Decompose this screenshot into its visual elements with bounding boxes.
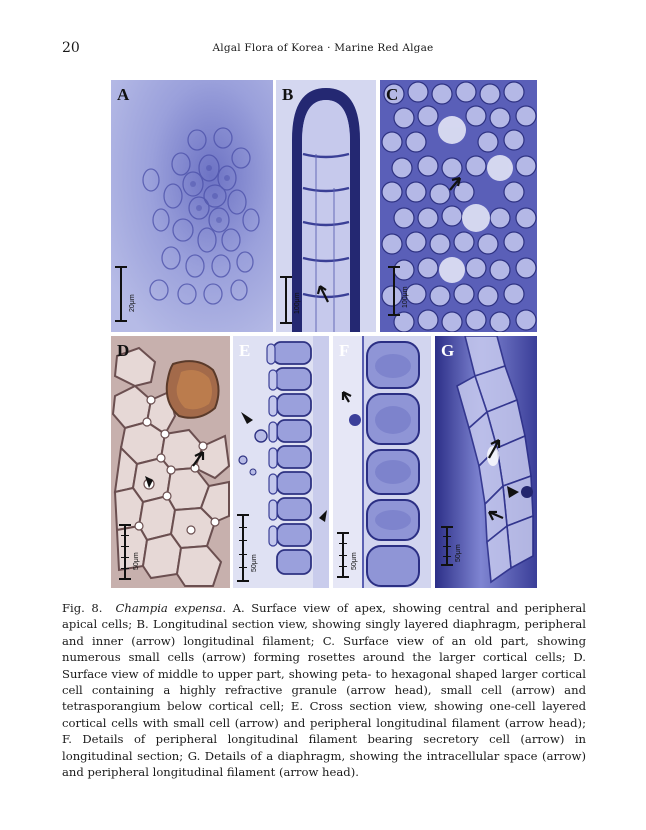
- scale-bar-g: [439, 526, 455, 566]
- figure-panel-g: [435, 336, 537, 588]
- running-head: Algal Flora of Korea · Marine Red Algae: [212, 42, 434, 54]
- scale-text-e: 50μm: [251, 554, 258, 572]
- panel-label-f: F: [339, 341, 350, 360]
- panel-label-b: B: [282, 85, 294, 104]
- scale-bar-b: [278, 276, 294, 324]
- figure-panel-e: [233, 336, 329, 588]
- page-number: 20: [62, 40, 80, 56]
- figure-panel-c: [380, 80, 537, 332]
- scale-bar-e: [235, 514, 251, 582]
- scale-text-a: 20μm: [129, 294, 136, 312]
- scale-text-b: 100μm: [294, 292, 301, 314]
- figure-panel-d: [111, 336, 230, 588]
- scale-text-c: 100μm: [402, 286, 409, 308]
- scale-bar-c: [386, 266, 402, 316]
- scale-text-g: 50μm: [455, 544, 462, 562]
- scale-text-f: 50μm: [351, 552, 358, 570]
- figure-caption: [62, 600, 586, 780]
- scale-bar-a: [113, 266, 129, 322]
- scale-bar-d: [117, 524, 133, 580]
- caption-species: Champia expensa: [115, 601, 223, 615]
- panel-label-a: A: [117, 85, 130, 104]
- caption-text: . A. Surface view of apex, showing central and peripheral apical cells; B. Longitudinal section view, showing singly layered diaphragm, peripheral and inner (arrow) longitudinal filament; C. Surface view of an old part, showing numerous small cells (arrow) forming rosettes around the larger cortical cells; D. Surface view of middle to upper part, showing peta- to hexagonal shaped larger cortical cell containing a highly refractive granule (arrow head), small cell (arrow) and tetrasporangium below cortical cell; E. Cross section view, showing one-cell layered cortical cells with small cell (arrow) and peripheral longitudinal filament (arrow head); F. Details of peripheral longitudinal filament bearing secretory cell (arrow) in longitudinal section; G. Details of a diaphragm, showing the intracellular space (arrow) and peripheral longitudinal filament (arrow head).: [62, 601, 587, 780]
- scale-text-d: 50μm: [133, 552, 140, 570]
- caption-prefix: Fig. 8.: [62, 601, 103, 615]
- scale-bar-f: [335, 532, 351, 578]
- panel-label-g: G: [441, 341, 455, 360]
- figure-panel-b: [276, 80, 376, 332]
- figure-panel-f: [333, 336, 431, 588]
- panel-label-d: D: [117, 341, 130, 360]
- panel-label-c: C: [386, 85, 399, 104]
- panel-label-e: E: [239, 341, 251, 360]
- figure-panel-a: [111, 80, 273, 332]
